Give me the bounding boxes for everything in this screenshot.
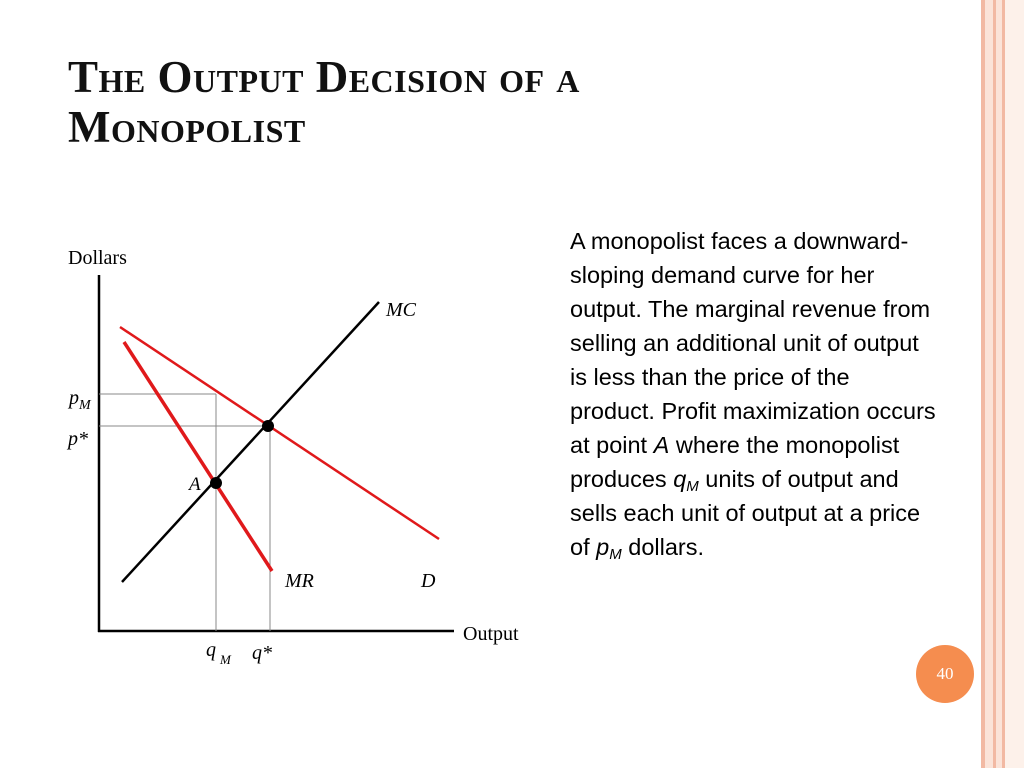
mr-curve [124,342,272,571]
description-part-1: A monopolist faces a downward-sloping demand curve for her output. The marginal revenue from selling an additional unit of output is less than the price of the product. Profit maximization occurs at point [570,228,936,458]
description-part-2: where the monopolist produces [570,432,900,492]
demand-curve [120,327,439,539]
slide-title [68,52,948,152]
description-p-subscript: M [609,546,622,563]
description-q-subscript: M [686,478,699,495]
qstar-label: q* [252,642,272,664]
qm-label-sub: M [220,652,231,667]
pm-label [67,387,92,413]
description-p-symbol: p [596,534,610,560]
pm-label-sub: M [79,398,91,413]
page-number: 40 [936,664,954,683]
qm-label-main: q [206,639,216,661]
title-line-2: Monopolist [68,102,306,152]
description-q-symbol: q [673,466,687,492]
description-text [570,224,940,564]
point-a-marker [210,477,222,489]
border-stripe [985,0,993,768]
mc-label: MC [386,299,416,321]
description-part-4: dollars. [621,534,705,560]
y-axis-label: Dollars [68,247,127,269]
point-a-label: A [189,474,201,495]
equilibrium-point-marker [262,420,274,432]
x-axis-label: Output [463,623,519,645]
pm-label-main: p [69,387,79,409]
monopoly-diagram [0,240,560,700]
border-stripe [1005,0,1024,768]
qm-label [206,639,232,667]
pstar-label: p* [68,428,88,450]
mr-label: MR [285,570,314,592]
description-point-a: A [653,432,670,458]
title-line-1: The Output Decision of a [68,52,580,102]
description-part-3: units of output and sells each unit of output at a price of [570,466,921,560]
demand-label: D [421,570,436,592]
page-number-badge [916,645,974,703]
